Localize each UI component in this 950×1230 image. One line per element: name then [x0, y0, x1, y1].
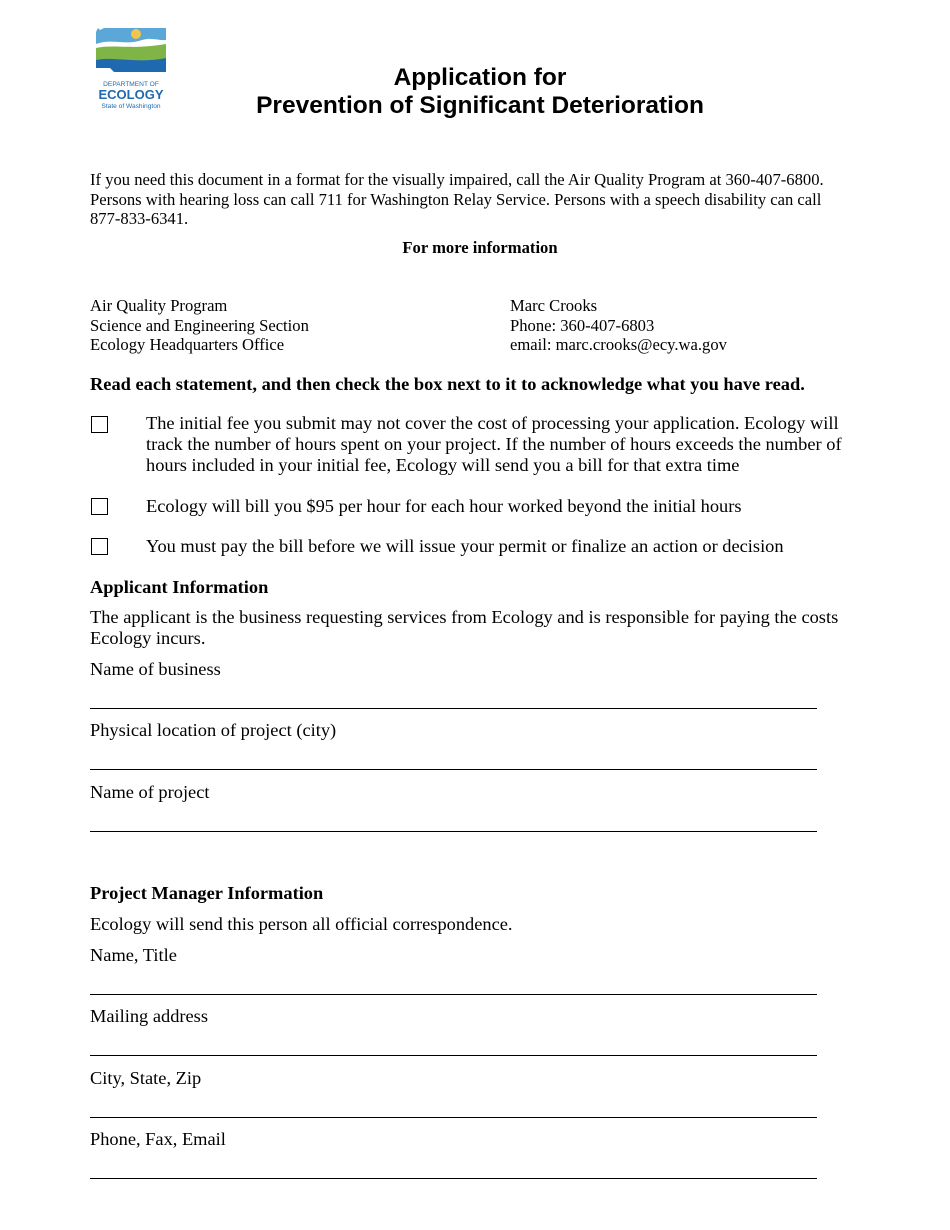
manager-name-title-underline: [90, 994, 817, 995]
acknowledge-hourly-rate-checkbox[interactable]: [91, 498, 108, 515]
project-name-underline: [90, 831, 817, 832]
contact-phone: Phone: 360-407-6803: [510, 315, 655, 335]
manager-name-title-label: Name, Title: [90, 945, 177, 965]
manager-name-title-field[interactable]: [90, 969, 817, 991]
project-location-label: Physical location of project (city): [90, 720, 337, 740]
city-state-zip-underline: [90, 1117, 817, 1118]
phone-fax-email-underline: [90, 1178, 817, 1179]
svg-text:DEPARTMENT OF: DEPARTMENT OF: [103, 81, 159, 88]
svg-text:ECOLOGY: ECOLOGY: [98, 87, 164, 102]
page-title: Application for Prevention of Significant Deterioration: [256, 64, 704, 119]
program-contact-block: [90, 296, 470, 355]
business-name-field[interactable]: [90, 683, 817, 705]
applicant-heading: Applicant Information: [90, 577, 269, 597]
office-name: Ecology Headquarters Office: [90, 335, 285, 355]
acknowledge-payment-statement: You must pay the bill before we will issue your permit or finalize an action or decision: [146, 536, 784, 556]
project-manager-heading: Project Manager Information: [90, 883, 324, 903]
city-state-zip-field[interactable]: [90, 1092, 817, 1114]
mailing-address-label: Mailing address: [90, 1006, 208, 1026]
acknowledge-hourly-rate-statement: Ecology will bill you $95 per hour for each hour worked beyond the initial hours: [146, 496, 742, 516]
business-name-underline: [90, 708, 817, 709]
contact-name: Marc Crooks: [510, 296, 598, 315]
acknowledge-payment-checkbox[interactable]: [91, 538, 108, 555]
business-name-label: Name of business: [90, 659, 221, 679]
project-location-underline: [90, 769, 817, 770]
ecology-logo: [92, 26, 170, 112]
phone-fax-email-field[interactable]: [90, 1153, 817, 1175]
svg-text:State of Washington: State of Washington: [101, 103, 161, 110]
phone-fax-email-label: Phone, Fax, Email: [90, 1129, 226, 1149]
person-contact-block: [510, 296, 890, 355]
project-name-label: Name of project: [90, 782, 210, 802]
more-info-heading: For more information: [402, 238, 558, 257]
contact-email: email: marc.crooks@ecy.wa.gov: [510, 335, 727, 355]
section-name: Science and Engineering Section: [90, 315, 309, 335]
washington-state-logo-icon: [92, 26, 170, 112]
acknowledge-fee-checkbox[interactable]: [91, 416, 108, 433]
applicant-description: The applicant is the business requesting services from Ecology and is responsible for paying the costs Ecology incurs.: [90, 607, 839, 648]
program-name: Air Quality Program: [90, 296, 228, 315]
acknowledge-instruction: Read each statement, and then check the box next to it to acknowledge what you have read.: [90, 374, 805, 394]
mailing-address-field[interactable]: [90, 1030, 817, 1052]
mailing-address-underline: [90, 1055, 817, 1056]
project-location-field[interactable]: [90, 744, 817, 766]
project-manager-description: Ecology will send this person all official correspondence.: [90, 914, 513, 934]
acknowledge-fee-statement: The initial fee you submit may not cover the cost of processing your application. Ecology will track the number of hours spent on your project. If the number of hours exceeds the number of hours included in your initial fee, Ecology will send you a bill for that extra time: [146, 413, 842, 475]
city-state-zip-label: City, State, Zip: [90, 1068, 202, 1088]
project-name-field[interactable]: [90, 806, 817, 828]
accessibility-notice: If you need this document in a format for the visually impaired, call the Air Quality Program at 360-407-6800. Persons with hearing loss can call 711 for Washington Relay Service. Persons with a speech disability can call 877-833-6341.: [90, 170, 824, 229]
